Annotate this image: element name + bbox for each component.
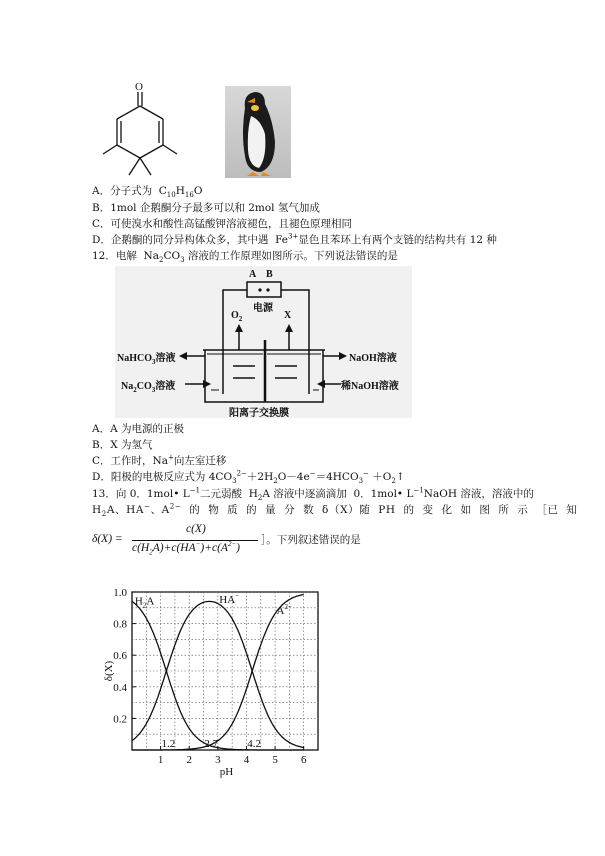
q11-option-b: B．1mol 企鹅酮分子最多可以和 2mol 氢气加成 [92,202,320,214]
naoh-outlet-label: NaOH溶液 [349,353,397,364]
oxygen-gas-label: $O_2$ [231,310,243,323]
power-source-label: 电源 [253,303,273,314]
y-tick-label: 0.8 [113,618,127,631]
x-tick-label: 5 [272,754,278,766]
x-tick-label: 2 [186,754,192,766]
x-tick-label: 3 [215,754,221,766]
gas-x-label: X [284,310,292,321]
q11-option-c: C．可使溴水和酸性高锰酸钾溶液褪色，且褪色原理相同 [92,218,353,230]
annotation-2-7: 2.7 [204,738,219,750]
power-terminal-a: A [249,269,257,280]
series-label-ha-minus: HA− [219,592,240,607]
y-axis-label: δ(X) [103,660,115,682]
q12-option-b: B．X 为氢气 [92,439,153,451]
q11-option-d: D．企鹅酮的同分异构体众多，其中遇 $Fe^{3+}$显色且苯环上有两个支链的结构共有 12 种 [92,232,497,246]
y-tick-label: 0.6 [113,650,127,663]
q12-option-d: D．阳极的电极反应式为 $4CO_3^{2-}+2H_2O-4e^-=4HCO_3^-$ $+O_2↑$ [92,469,405,486]
y-tick-label: 1.0 [113,587,127,599]
na2co3-inlet-label: $Na_2CO_3$溶液 [121,381,176,394]
q12-option-c: C．工作时，Na+向左室迁移 [92,453,227,467]
q12-stem: 12．电解 $Na_2CO_3$ 溶液的工作原理如图所示。下列说法错误的是 [92,250,398,265]
q13-stem-line3: ］。下列叙述错误的是 [261,534,361,546]
series-label-h2a: $H_2A$ [134,595,155,610]
y-tick-label: 0.4 [113,681,127,694]
electrolysis-diagram [115,266,412,418]
annotation-pka2: 4.2 [247,738,262,750]
y-tick-label: 0.2 [113,713,127,726]
annotation-pka1: 1.2 [161,738,176,750]
x-tick-label: 4 [243,754,250,766]
x-axis-label: pH [219,766,234,778]
series-label-a2-minus: $A^{2-}$ [276,603,292,618]
dilute-naoh-inlet-label: 稀NaOH溶液 [341,381,399,392]
penguin-photo [225,86,291,178]
x-tick-label: 1 [157,754,164,766]
q13-stem-line1: 13．向 0．1mol• $L^{-1}$二元弱酸 $H_2A$ 溶液中逐滴滴加 0．1mol• $L^{-1}NaOH$ 溶液，溶液中的 [92,486,534,503]
x-tick-label: 6 [300,754,307,766]
penguin-ketone-structure [95,78,185,180]
power-terminal-b: B [266,269,273,280]
nahco3-outlet-label: NaHCO$_3$溶液 [117,353,176,366]
svg-text:O: O [135,81,143,93]
q12-option-a: A．A 为电源的正极 [92,423,185,435]
q13-stem-line2: $H_2A$、HA−、$A^{2-}$ 的 物 质 的 量 分 数 δ（X）随 PH 的 变 化 如 图 所 示 ［已 知 [92,502,578,519]
q11-option-a: A．分子式为 $C_{10}H_{16}O$ [92,185,203,200]
mole-fraction-chart [100,578,325,778]
cation-exchange-membrane-label: 阳离子交换膜 [229,408,289,419]
